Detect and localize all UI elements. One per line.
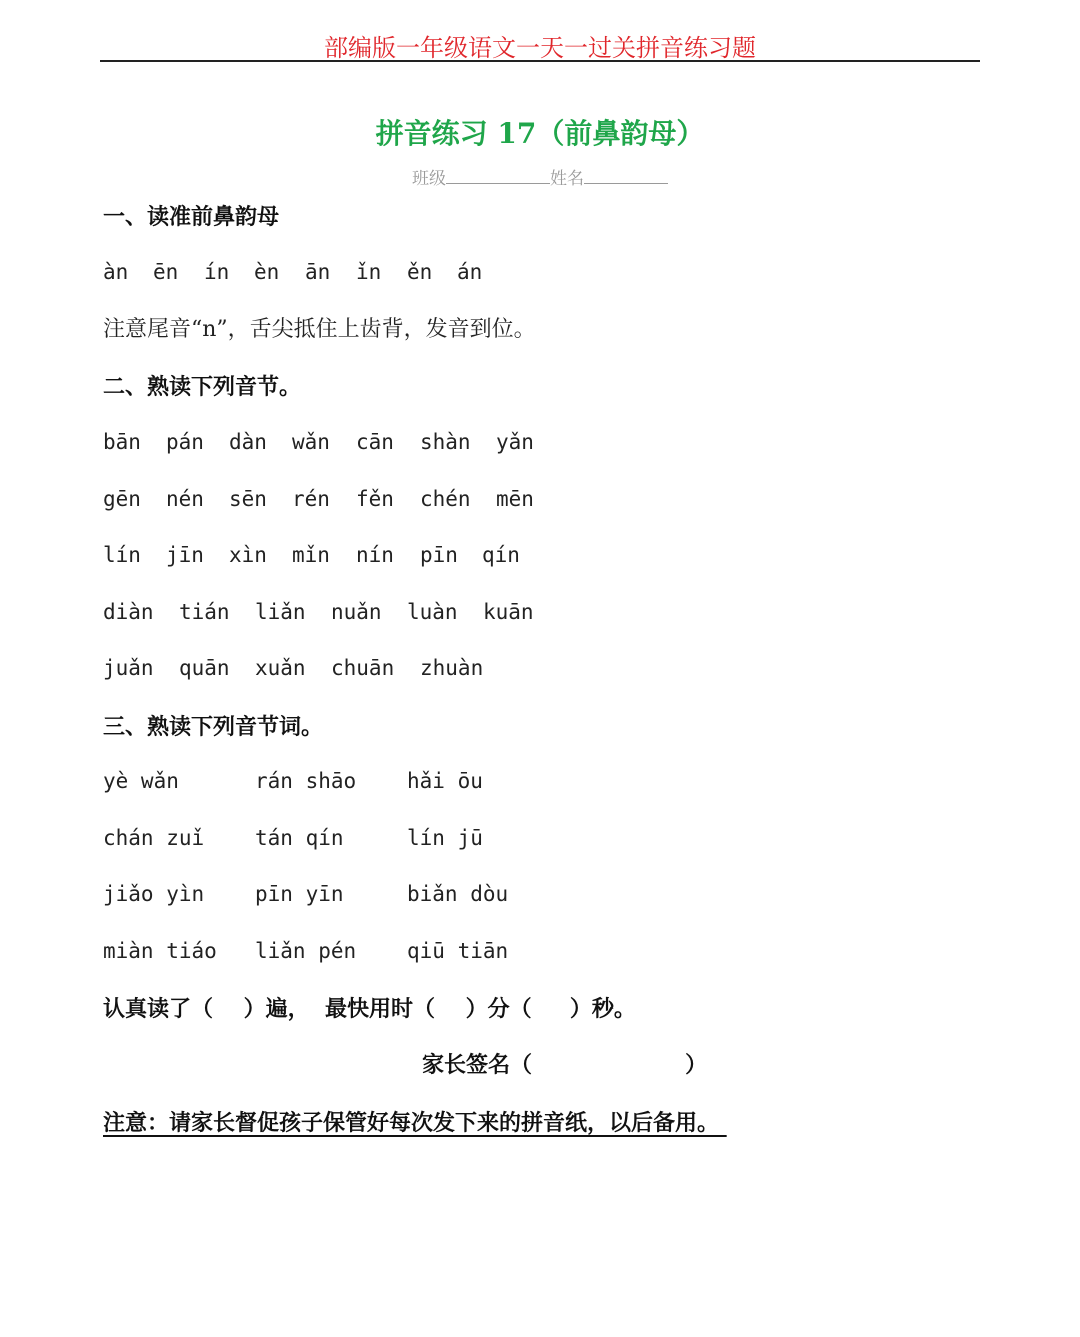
pinyin-word: qiū tiān bbox=[407, 939, 509, 963]
syllable: shàn bbox=[420, 430, 471, 454]
syllable: gēn bbox=[103, 487, 141, 511]
syllable: liǎn bbox=[255, 600, 306, 624]
syllable: lín bbox=[103, 543, 141, 567]
pinyin-word: pīn yīn bbox=[255, 882, 344, 906]
section-3-word-row bbox=[103, 826, 603, 854]
syllable: nín bbox=[356, 543, 394, 567]
section-1-note: 注意尾音“n”，舌尖抵住上齿背，发音到位。 bbox=[103, 317, 536, 342]
syllable: qín bbox=[482, 543, 520, 567]
syllable: zhuàn bbox=[420, 656, 484, 680]
section-3-word-row bbox=[103, 939, 603, 967]
syllable: tián bbox=[179, 600, 230, 624]
pinyin-word: miàn tiáo bbox=[103, 939, 217, 963]
syllable: xuǎn bbox=[255, 656, 306, 680]
syllable: àn bbox=[103, 260, 129, 284]
section-3-heading: 三、熟读下列音节词。 bbox=[103, 715, 324, 740]
syllable: sēn bbox=[229, 487, 267, 511]
name-blank-field[interactable] bbox=[584, 165, 668, 184]
page-header-title: 部编版一年级语文一天一过关拼音练习题 bbox=[324, 34, 756, 62]
name-label: 姓名 bbox=[550, 169, 584, 189]
reading-record-line: 认真读了（ ）遍， 最快用时（ ）分（ ）秒。 bbox=[103, 997, 636, 1022]
class-blank-field[interactable] bbox=[446, 165, 550, 184]
section-3-word-row bbox=[103, 769, 603, 797]
syllable: pīn bbox=[420, 543, 458, 567]
syllable: nén bbox=[166, 487, 204, 511]
syllable: juǎn bbox=[103, 656, 154, 680]
syllable: kuān bbox=[483, 600, 534, 624]
syllable: mēn bbox=[496, 487, 534, 511]
syllable: mǐn bbox=[292, 543, 330, 567]
class-label: 班级 bbox=[412, 169, 446, 189]
syllable: èn bbox=[254, 260, 280, 284]
syllable: rén bbox=[292, 487, 330, 511]
syllable: dàn bbox=[229, 430, 267, 454]
syllable: xìn bbox=[229, 543, 267, 567]
syllable: wǎn bbox=[292, 430, 330, 454]
syllable: ēn bbox=[153, 260, 179, 284]
pinyin-word: hǎi ōu bbox=[407, 769, 483, 793]
syllable: nuǎn bbox=[331, 600, 382, 624]
syllable: yǎn bbox=[496, 430, 534, 454]
syllable: chén bbox=[420, 487, 471, 511]
syllable: jīn bbox=[166, 543, 204, 567]
syllable: ǐn bbox=[356, 260, 382, 284]
class-name-fields bbox=[0, 164, 1080, 189]
syllable: diàn bbox=[103, 600, 154, 624]
header-divider bbox=[100, 60, 980, 62]
section-2-heading: 二、熟读下列音节。 bbox=[103, 375, 302, 400]
syllable: luàn bbox=[407, 600, 458, 624]
syllable: ěn bbox=[407, 260, 433, 284]
footer-note: 注意：请家长督促孩子保管好每次发下来的拼音纸，以后备用。 bbox=[103, 1111, 727, 1136]
section-1-heading: 一、读准前鼻韵母 bbox=[103, 205, 280, 230]
pinyin-word: yè wǎn bbox=[103, 769, 179, 793]
pinyin-word: rán shāo bbox=[255, 769, 357, 793]
pinyin-word: lín jū bbox=[407, 826, 483, 850]
syllable: pán bbox=[166, 430, 204, 454]
section-3-word-row bbox=[103, 882, 603, 910]
syllable: ān bbox=[305, 260, 331, 284]
syllable: quān bbox=[179, 656, 230, 680]
syllable: cān bbox=[356, 430, 394, 454]
syllable: bān bbox=[103, 430, 141, 454]
pinyin-word: tán qín bbox=[255, 826, 344, 850]
syllable: án bbox=[457, 260, 483, 284]
syllable: ín bbox=[204, 260, 230, 284]
pinyin-word: liǎn pén bbox=[255, 939, 357, 963]
worksheet-title: 拼音练习 17（前鼻韵母） bbox=[375, 117, 705, 150]
syllable: chuān bbox=[331, 656, 395, 680]
pinyin-word: biǎn dòu bbox=[407, 882, 509, 906]
pinyin-word: jiǎo yìn bbox=[103, 882, 205, 906]
parent-signature-line: 家长签名（ ） bbox=[422, 1053, 708, 1078]
pinyin-word: chán zuǐ bbox=[103, 826, 205, 850]
syllable: fěn bbox=[356, 487, 394, 511]
